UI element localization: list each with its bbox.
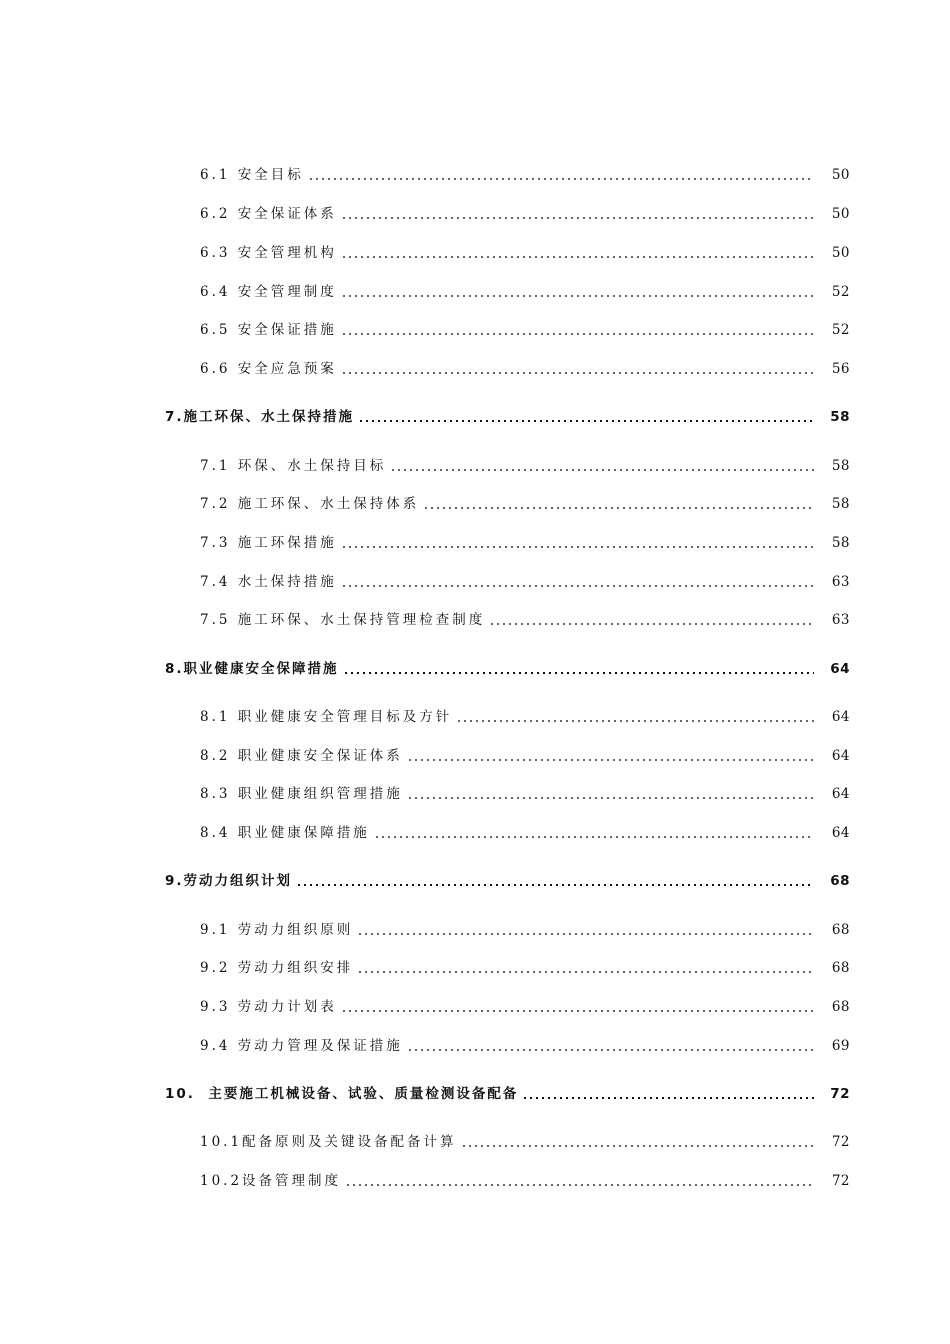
toc-chapter-entry[interactable] [0,404,950,426]
toc-entry-label: 7.5 施工环保、水土保持管理检查制度 [200,612,486,628]
toc-entry[interactable] [0,704,950,726]
toc-page-number: 56 [831,361,850,377]
toc-page-number: 58 [831,458,850,474]
toc-entry-label: 6.4 安全管理制度 [200,284,337,300]
dot-leader [341,333,814,335]
toc-page-number: 58 [831,496,850,512]
dot-leader [341,546,814,548]
toc-entry[interactable] [0,781,950,803]
toc-entry-label: 8.4 职业健康保障措施 [200,825,370,841]
dot-leader [407,797,814,799]
toc-entry-label: 10.1配备原则及关键设备配备计算 [200,1134,457,1150]
toc-page-number: 72 [830,1086,850,1102]
toc-entry[interactable] [0,569,950,591]
toc-entry-label: 8.3 职业健康组织管理措施 [200,786,403,802]
toc-page-number: 64 [831,709,850,725]
toc-entry-label: 9.1 劳动力组织原则 [200,922,354,938]
toc-entry-label: 7.1 环保、水土保持目标 [200,458,387,474]
toc-page-number: 68 [831,922,850,938]
toc-entry[interactable] [0,1129,950,1151]
dot-leader [341,217,814,219]
toc-entry[interactable] [0,1168,950,1190]
dot-leader [522,1097,814,1099]
dot-leader [461,1145,814,1147]
dot-leader [341,585,814,587]
dot-leader [341,295,814,297]
toc-page-number: 69 [831,1038,850,1054]
toc-page-number: 52 [831,284,850,300]
dot-leader [341,372,814,374]
toc-page-number: 72 [831,1173,850,1189]
toc-page-number: 64 [830,661,850,677]
toc-chapter-label: 8.职业健康安全保障措施 [165,661,339,677]
toc-entry-label: 10.2设备管理制度 [200,1173,342,1189]
toc-page-number: 64 [831,786,850,802]
toc-entry-label: 6.2 安全保证体系 [200,206,337,222]
toc-page-number: 64 [831,825,850,841]
toc-entry[interactable] [0,356,950,378]
toc-entry-label: 6.3 安全管理机构 [200,245,337,261]
toc-entry-label: 9.3 劳动力计划表 [200,999,337,1015]
toc-entry[interactable] [0,743,950,765]
toc-entry[interactable] [0,955,950,977]
toc-entry-label: 7.2 施工环保、水土保持体系 [200,496,420,512]
toc-entry-label: 7.3 施工环保措施 [200,535,337,551]
toc-page-number: 63 [831,574,850,590]
toc-chapter-label: 7.施工环保、水土保持措施 [165,409,355,425]
dot-leader [357,933,814,935]
dot-leader [423,507,814,509]
dot-leader [489,623,814,625]
dot-leader [407,1049,814,1051]
toc-page-number: 72 [831,1134,850,1150]
toc-entry[interactable] [0,1033,950,1055]
dot-leader [341,256,814,258]
toc-entry[interactable] [0,162,950,184]
toc-chapter-label: 9.劳动力组织计划 [165,873,293,889]
dot-leader [345,1184,814,1186]
toc-entry[interactable] [0,820,950,842]
toc-entry[interactable] [0,607,950,629]
toc-chapter-entry[interactable] [0,1081,950,1103]
toc-entry[interactable] [0,491,950,513]
toc-entry[interactable] [0,530,950,552]
toc-entry-label: 7.4 水土保持措施 [200,574,337,590]
dot-leader [308,178,814,180]
dot-leader [407,759,814,761]
toc-page-number: 58 [831,535,850,551]
dot-leader [374,836,814,838]
toc-entry[interactable] [0,917,950,939]
toc-entry-label: 9.4 劳动力管理及保证措施 [200,1038,403,1054]
toc-chapter-label: 10. 主要施工机械设备、试验、质量检测设备配备 [165,1086,519,1102]
toc-entry-label: 6.6 安全应急预案 [200,361,337,377]
toc-entry[interactable] [0,317,950,339]
toc-page-number: 58 [830,409,850,425]
toc-entry-label: 6.5 安全保证措施 [200,322,337,338]
toc-entry-label: 6.1 安全目标 [200,167,304,183]
toc-entry-label: 8.1 职业健康安全管理目标及方针 [200,709,453,725]
dot-leader [390,469,814,471]
toc-page-number: 50 [831,206,850,222]
toc-entry[interactable] [0,201,950,223]
toc-entry[interactable] [0,279,950,301]
dot-leader [456,720,814,722]
toc-page-number: 52 [831,322,850,338]
dot-leader [343,672,814,674]
toc-entry-label: 8.2 职业健康安全保证体系 [200,748,403,764]
toc-entry[interactable] [0,240,950,262]
toc-page-number: 63 [831,612,850,628]
toc-entry[interactable] [0,994,950,1016]
toc-page-number: 68 [830,873,850,889]
toc-entry-label: 9.2 劳动力组织安排 [200,960,354,976]
dot-leader [296,884,814,886]
toc-chapter-entry[interactable] [0,868,950,890]
toc-page-number: 68 [831,960,850,976]
dot-leader [357,971,814,973]
toc-chapter-entry[interactable] [0,656,950,678]
toc-entry[interactable] [0,453,950,475]
dot-leader [358,420,814,422]
toc-page-number: 68 [831,999,850,1015]
toc-page-number: 50 [831,245,850,261]
toc-page-number: 50 [831,167,850,183]
dot-leader [341,1010,814,1012]
toc-page-number: 64 [831,748,850,764]
